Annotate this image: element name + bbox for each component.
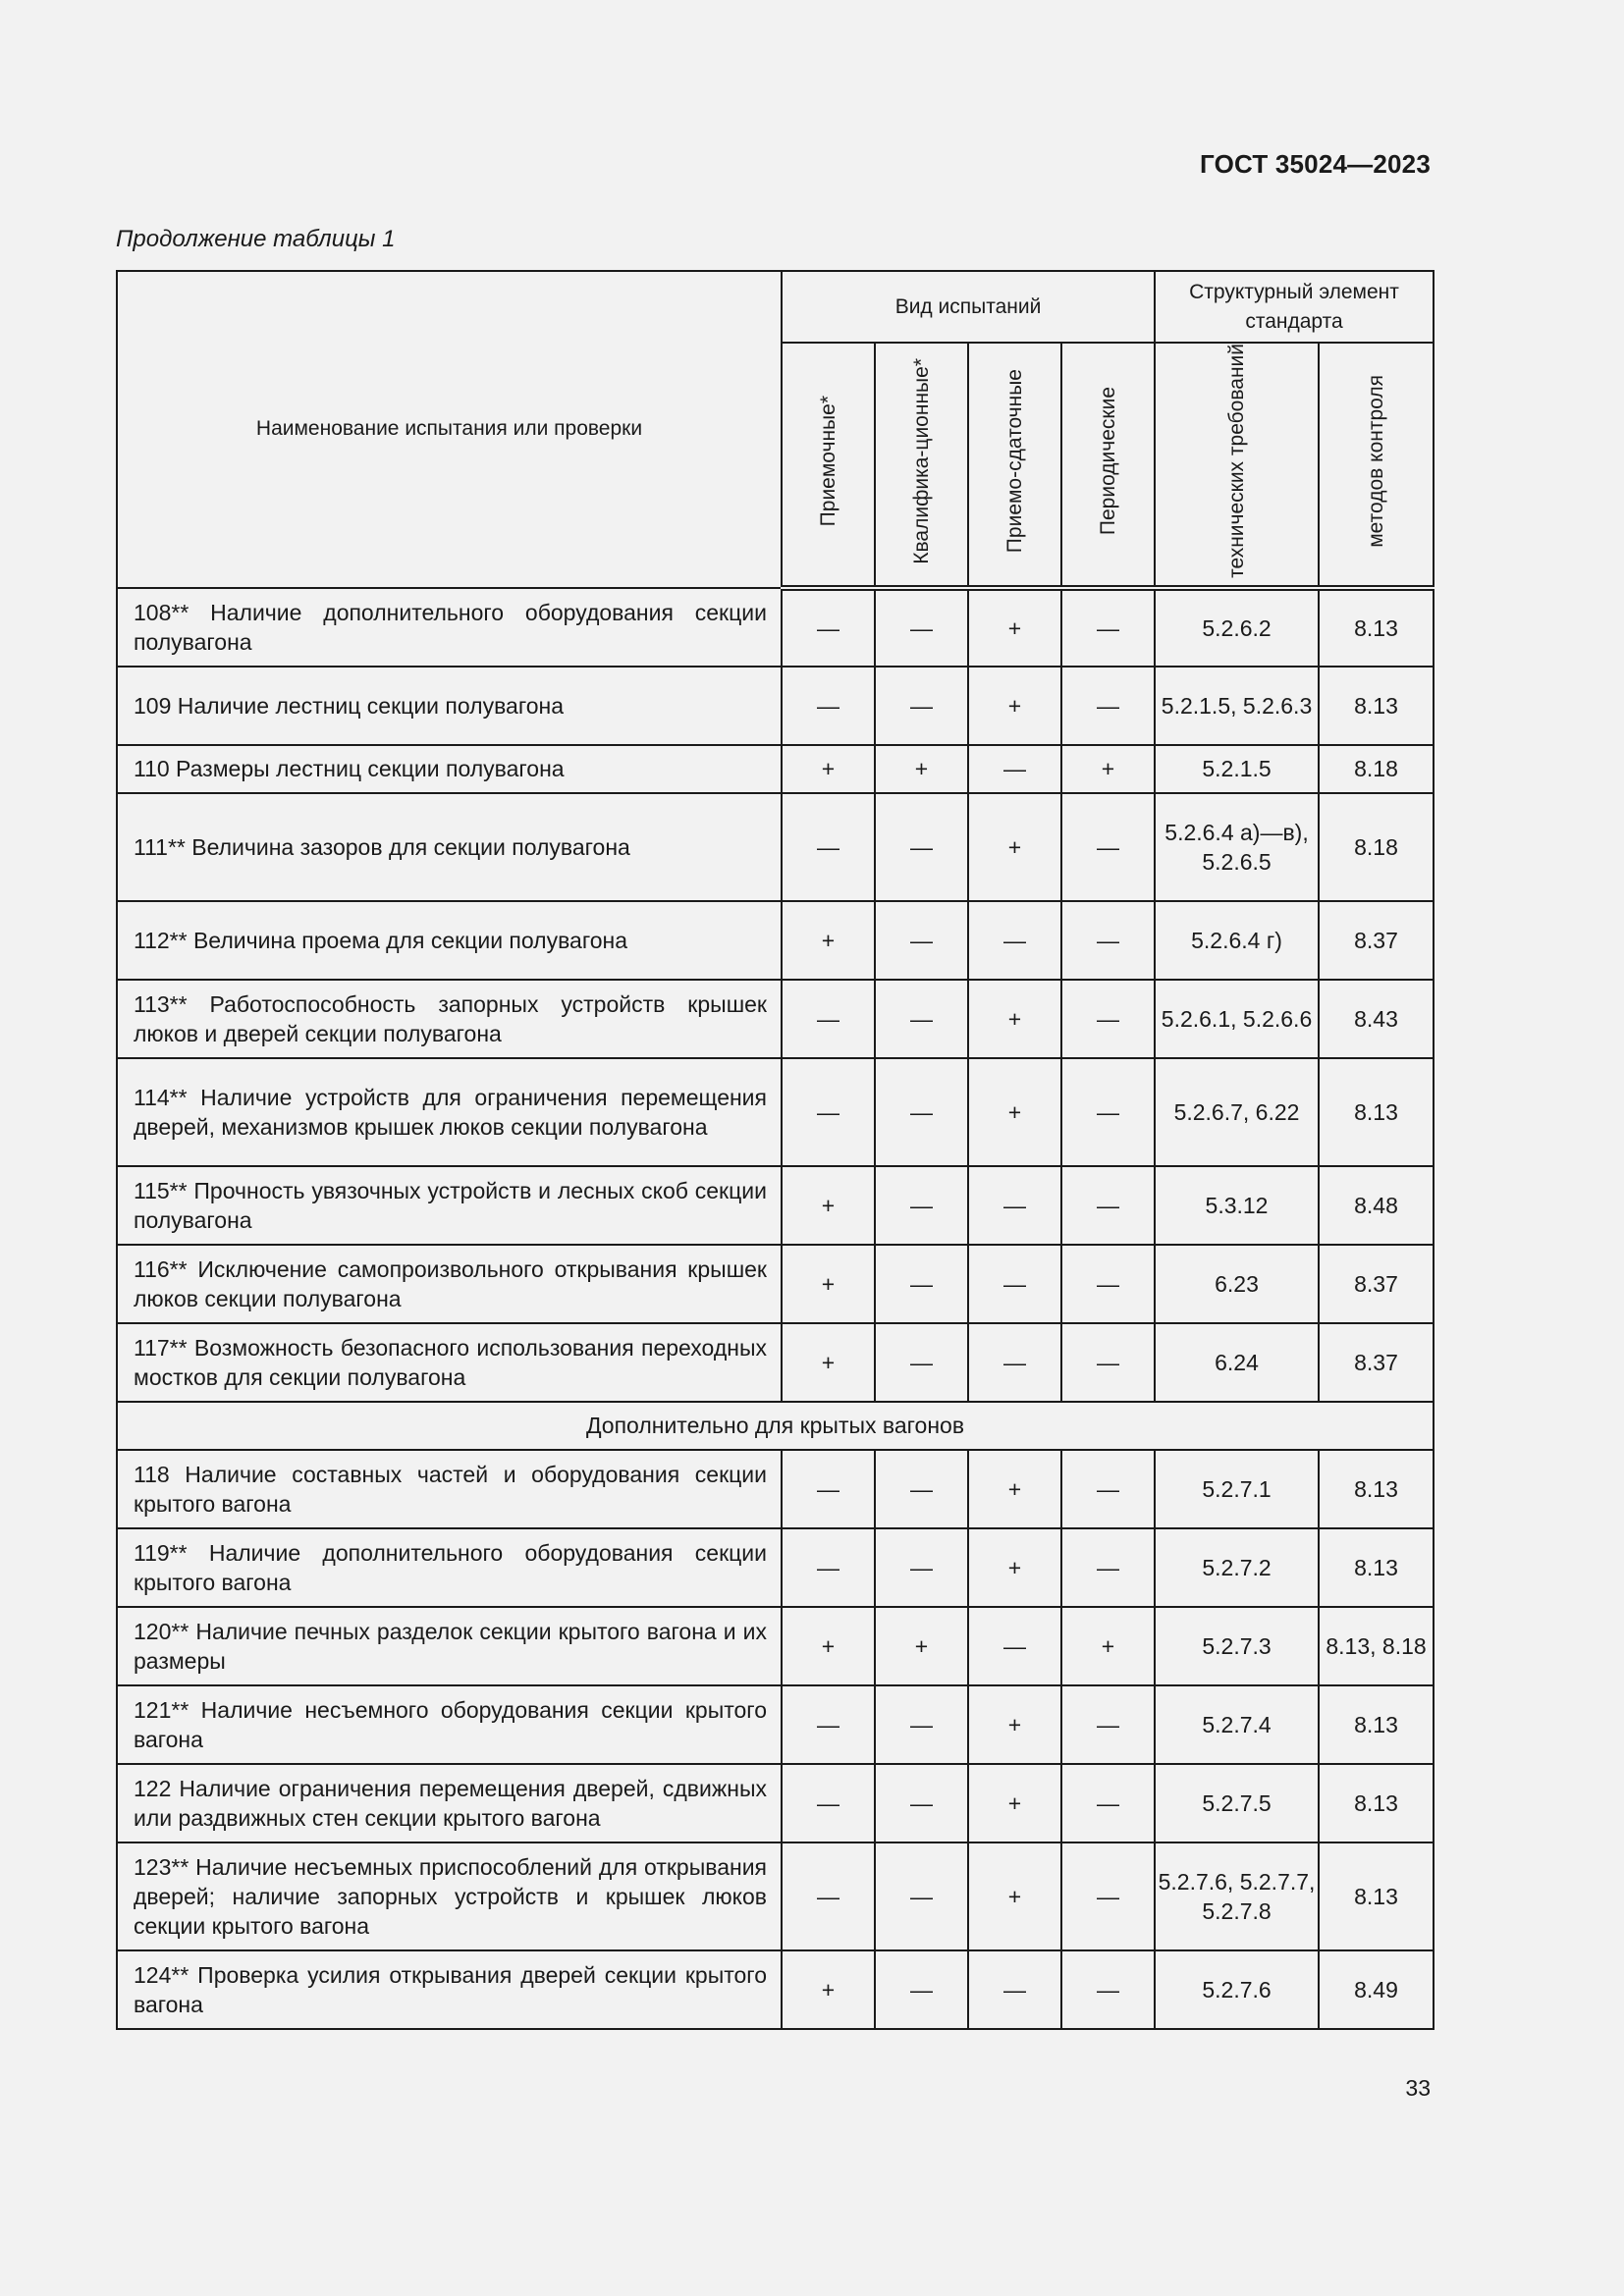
method-ref-cell: 8.37 — [1319, 1245, 1434, 1323]
qualification-cell: — — [875, 667, 968, 745]
table-row — [117, 588, 1434, 667]
table-row — [117, 1450, 1434, 1528]
table-row — [117, 901, 1434, 980]
method-ref-cell: 8.13 — [1319, 1842, 1434, 1950]
delivery-cell: — — [968, 1323, 1061, 1402]
test-name-cell: 110 Размеры лестниц секции полувагона — [117, 745, 782, 793]
acceptance-cell: — — [782, 1685, 875, 1764]
periodic-cell: — — [1061, 1245, 1155, 1323]
delivery-cell: + — [968, 1450, 1061, 1528]
header-tech-requirements-label: технических требований — [1225, 344, 1249, 578]
test-name-cell: 117** Возможность безопасного использования переходных мостков для секции полувагона — [117, 1323, 782, 1402]
acceptance-cell: + — [782, 1323, 875, 1402]
header-control-methods-label: методов контроля — [1365, 374, 1388, 548]
tech-ref-cell: 5.2.6.1, 5.2.6.6 — [1155, 980, 1319, 1058]
tech-ref-cell: 5.2.7.4 — [1155, 1685, 1319, 1764]
acceptance-cell: — — [782, 1450, 875, 1528]
section-row — [117, 1402, 1434, 1450]
method-ref-cell: 8.49 — [1319, 1950, 1434, 2029]
periodic-cell: — — [1061, 1764, 1155, 1842]
qualification-cell: — — [875, 793, 968, 901]
qualification-cell: — — [875, 1685, 968, 1764]
header-row-1 — [117, 271, 1434, 343]
header-qualification-label: Квалифика-ционные* — [910, 357, 933, 564]
acceptance-cell: + — [782, 1950, 875, 2029]
delivery-cell: + — [968, 980, 1061, 1058]
test-name-cell: 109 Наличие лестниц секции полувагона — [117, 667, 782, 745]
tech-ref-cell: 5.2.6.4 г) — [1155, 901, 1319, 980]
periodic-cell: — — [1061, 901, 1155, 980]
acceptance-cell: — — [782, 1842, 875, 1950]
periodic-cell: — — [1061, 1842, 1155, 1950]
delivery-cell: + — [968, 667, 1061, 745]
qualification-cell: — — [875, 1528, 968, 1607]
qualification-cell: — — [875, 1245, 968, 1323]
qualification-cell: — — [875, 1842, 968, 1950]
tech-ref-cell: 5.2.7.6, 5.2.7.7, 5.2.7.8 — [1155, 1842, 1319, 1950]
tech-ref-cell: 5.2.6.2 — [1155, 588, 1319, 667]
tech-ref-cell: 5.3.12 — [1155, 1166, 1319, 1245]
header-control-methods — [1319, 343, 1434, 588]
acceptance-cell: + — [782, 1166, 875, 1245]
header-test-kind: Вид испытаний — [782, 271, 1155, 343]
acceptance-cell: — — [782, 588, 875, 667]
method-ref-cell: 8.13 — [1319, 1528, 1434, 1607]
tech-ref-cell: 6.24 — [1155, 1323, 1319, 1402]
table-row — [117, 1058, 1434, 1166]
acceptance-cell: — — [782, 1764, 875, 1842]
periodic-cell: — — [1061, 1950, 1155, 2029]
method-ref-cell: 8.18 — [1319, 745, 1434, 793]
tech-ref-cell: 5.2.7.6 — [1155, 1950, 1319, 2029]
periodic-cell: + — [1061, 745, 1155, 793]
method-ref-cell: 8.13 — [1319, 1764, 1434, 1842]
method-ref-cell: 8.13 — [1319, 1450, 1434, 1528]
qualification-cell: — — [875, 1323, 968, 1402]
periodic-cell: — — [1061, 1323, 1155, 1402]
table-caption: Продолжение таблицы 1 — [116, 226, 396, 252]
header-periodic — [1061, 343, 1155, 588]
tech-ref-cell: 5.2.6.4 а)—в), 5.2.6.5 — [1155, 793, 1319, 901]
qualification-cell: — — [875, 901, 968, 980]
acceptance-cell: — — [782, 1058, 875, 1166]
tech-ref-cell: 5.2.7.3 — [1155, 1607, 1319, 1685]
method-ref-cell: 8.37 — [1319, 1323, 1434, 1402]
tech-ref-cell: 6.23 — [1155, 1245, 1319, 1323]
table-row — [117, 1323, 1434, 1402]
qualification-cell: — — [875, 588, 968, 667]
qualification-cell: + — [875, 1607, 968, 1685]
header-delivery-label: Приемо-сдаточные — [1003, 368, 1026, 554]
delivery-cell: — — [968, 1950, 1061, 2029]
table-row — [117, 1245, 1434, 1323]
periodic-cell: — — [1061, 1685, 1155, 1764]
method-ref-cell: 8.13 — [1319, 1058, 1434, 1166]
test-name-cell: 111** Величина зазоров для секции полувагона — [117, 793, 782, 901]
section-title: Дополнительно для крытых вагонов — [117, 1402, 1434, 1450]
periodic-cell: — — [1061, 1166, 1155, 1245]
header-tech-requirements — [1155, 343, 1319, 588]
table-row — [117, 1842, 1434, 1950]
test-name-cell: 108** Наличие дополнительного оборудования секции полувагона — [117, 588, 782, 667]
method-ref-cell: 8.13, 8.18 — [1319, 1607, 1434, 1685]
qualification-cell: — — [875, 980, 968, 1058]
qualification-cell: — — [875, 1058, 968, 1166]
tech-ref-cell: 5.2.7.5 — [1155, 1764, 1319, 1842]
acceptance-cell: + — [782, 1607, 875, 1685]
acceptance-cell: — — [782, 793, 875, 901]
table-row — [117, 793, 1434, 901]
periodic-cell: — — [1061, 793, 1155, 901]
delivery-cell: + — [968, 1528, 1061, 1607]
qualification-cell: — — [875, 1764, 968, 1842]
qualification-cell: — — [875, 1450, 968, 1528]
method-ref-cell: 8.13 — [1319, 667, 1434, 745]
table-row — [117, 667, 1434, 745]
acceptance-cell: — — [782, 1528, 875, 1607]
document-code: ГОСТ 35024—2023 — [1200, 149, 1431, 179]
acceptance-cell: — — [782, 667, 875, 745]
header-periodic-label: Периодические — [1097, 386, 1119, 535]
table-row — [117, 1950, 1434, 2029]
qualification-cell: + — [875, 745, 968, 793]
delivery-cell: — — [968, 745, 1061, 793]
header-delivery — [968, 343, 1061, 588]
delivery-cell: — — [968, 1245, 1061, 1323]
test-name-cell: 115** Прочность увязочных устройств и лесных скоб секции полувагона — [117, 1166, 782, 1245]
delivery-cell: + — [968, 793, 1061, 901]
header-acceptance-label: Приемочные* — [817, 395, 839, 527]
acceptance-cell: + — [782, 1245, 875, 1323]
periodic-cell: + — [1061, 1607, 1155, 1685]
qualification-cell: — — [875, 1950, 968, 2029]
delivery-cell: + — [968, 1685, 1061, 1764]
table-row — [117, 980, 1434, 1058]
periodic-cell: — — [1061, 667, 1155, 745]
header-qualification — [875, 343, 968, 588]
test-name-cell: 112** Величина проема для секции полувагона — [117, 901, 782, 980]
method-ref-cell: 8.18 — [1319, 793, 1434, 901]
test-name-cell: 118 Наличие составных частей и оборудования секции крытого вагона — [117, 1450, 782, 1528]
periodic-cell: — — [1061, 1450, 1155, 1528]
page-number: 33 — [1405, 2075, 1431, 2101]
acceptance-cell: — — [782, 980, 875, 1058]
tech-ref-cell: 5.2.7.2 — [1155, 1528, 1319, 1607]
test-name-cell: 121** Наличие несъемного оборудования секции крытого вагона — [117, 1685, 782, 1764]
table-row — [117, 1764, 1434, 1842]
test-name-cell: 113** Работоспособность запорных устройств крышек люков и дверей секции полувагона — [117, 980, 782, 1058]
tech-ref-cell: 5.2.7.1 — [1155, 1450, 1319, 1528]
table-row — [117, 1685, 1434, 1764]
test-name-cell: 114** Наличие устройств для ограничения перемещения дверей, механизмов крышек люков секции полувагона — [117, 1058, 782, 1166]
delivery-cell: — — [968, 1166, 1061, 1245]
method-ref-cell: 8.37 — [1319, 901, 1434, 980]
tech-ref-cell: 5.2.1.5, 5.2.6.3 — [1155, 667, 1319, 745]
test-name-cell: 122 Наличие ограничения перемещения дверей, сдвижных или раздвижных стен секции крытого вагона — [117, 1764, 782, 1842]
tests-table — [116, 270, 1435, 2030]
table-row — [117, 1607, 1434, 1685]
delivery-cell: + — [968, 1842, 1061, 1950]
method-ref-cell: 8.13 — [1319, 588, 1434, 667]
periodic-cell: — — [1061, 588, 1155, 667]
periodic-cell: — — [1061, 980, 1155, 1058]
method-ref-cell: 8.13 — [1319, 1685, 1434, 1764]
delivery-cell: — — [968, 901, 1061, 980]
test-name-cell: 119** Наличие дополнительного оборудования секции крытого вагона — [117, 1528, 782, 1607]
test-name-cell: 116** Исключение самопроизвольного открывания крышек люков секции полувагона — [117, 1245, 782, 1323]
acceptance-cell: + — [782, 901, 875, 980]
tech-ref-cell: 5.2.6.7, 6.22 — [1155, 1058, 1319, 1166]
method-ref-cell: 8.48 — [1319, 1166, 1434, 1245]
test-name-cell: 124** Проверка усилия открывания дверей секции крытого вагона — [117, 1950, 782, 2029]
method-ref-cell: 8.43 — [1319, 980, 1434, 1058]
table-row — [117, 1528, 1434, 1607]
qualification-cell: — — [875, 1166, 968, 1245]
header-standard-element: Структурный элемент стандарта — [1155, 271, 1434, 343]
test-name-cell: 120** Наличие печных разделок секции крытого вагона и их размеры — [117, 1607, 782, 1685]
table-row — [117, 745, 1434, 793]
header-test-name: Наименование испытания или проверки — [117, 271, 782, 588]
periodic-cell: — — [1061, 1528, 1155, 1607]
table-row — [117, 1166, 1434, 1245]
tech-ref-cell: 5.2.1.5 — [1155, 745, 1319, 793]
header-acceptance — [782, 343, 875, 588]
periodic-cell: — — [1061, 1058, 1155, 1166]
delivery-cell: + — [968, 588, 1061, 667]
delivery-cell: — — [968, 1607, 1061, 1685]
acceptance-cell: + — [782, 745, 875, 793]
delivery-cell: + — [968, 1764, 1061, 1842]
test-name-cell: 123** Наличие несъемных приспособлений для открывания дверей; наличие запорных устройств и крышек люков секции крытого вагона — [117, 1842, 782, 1950]
delivery-cell: + — [968, 1058, 1061, 1166]
